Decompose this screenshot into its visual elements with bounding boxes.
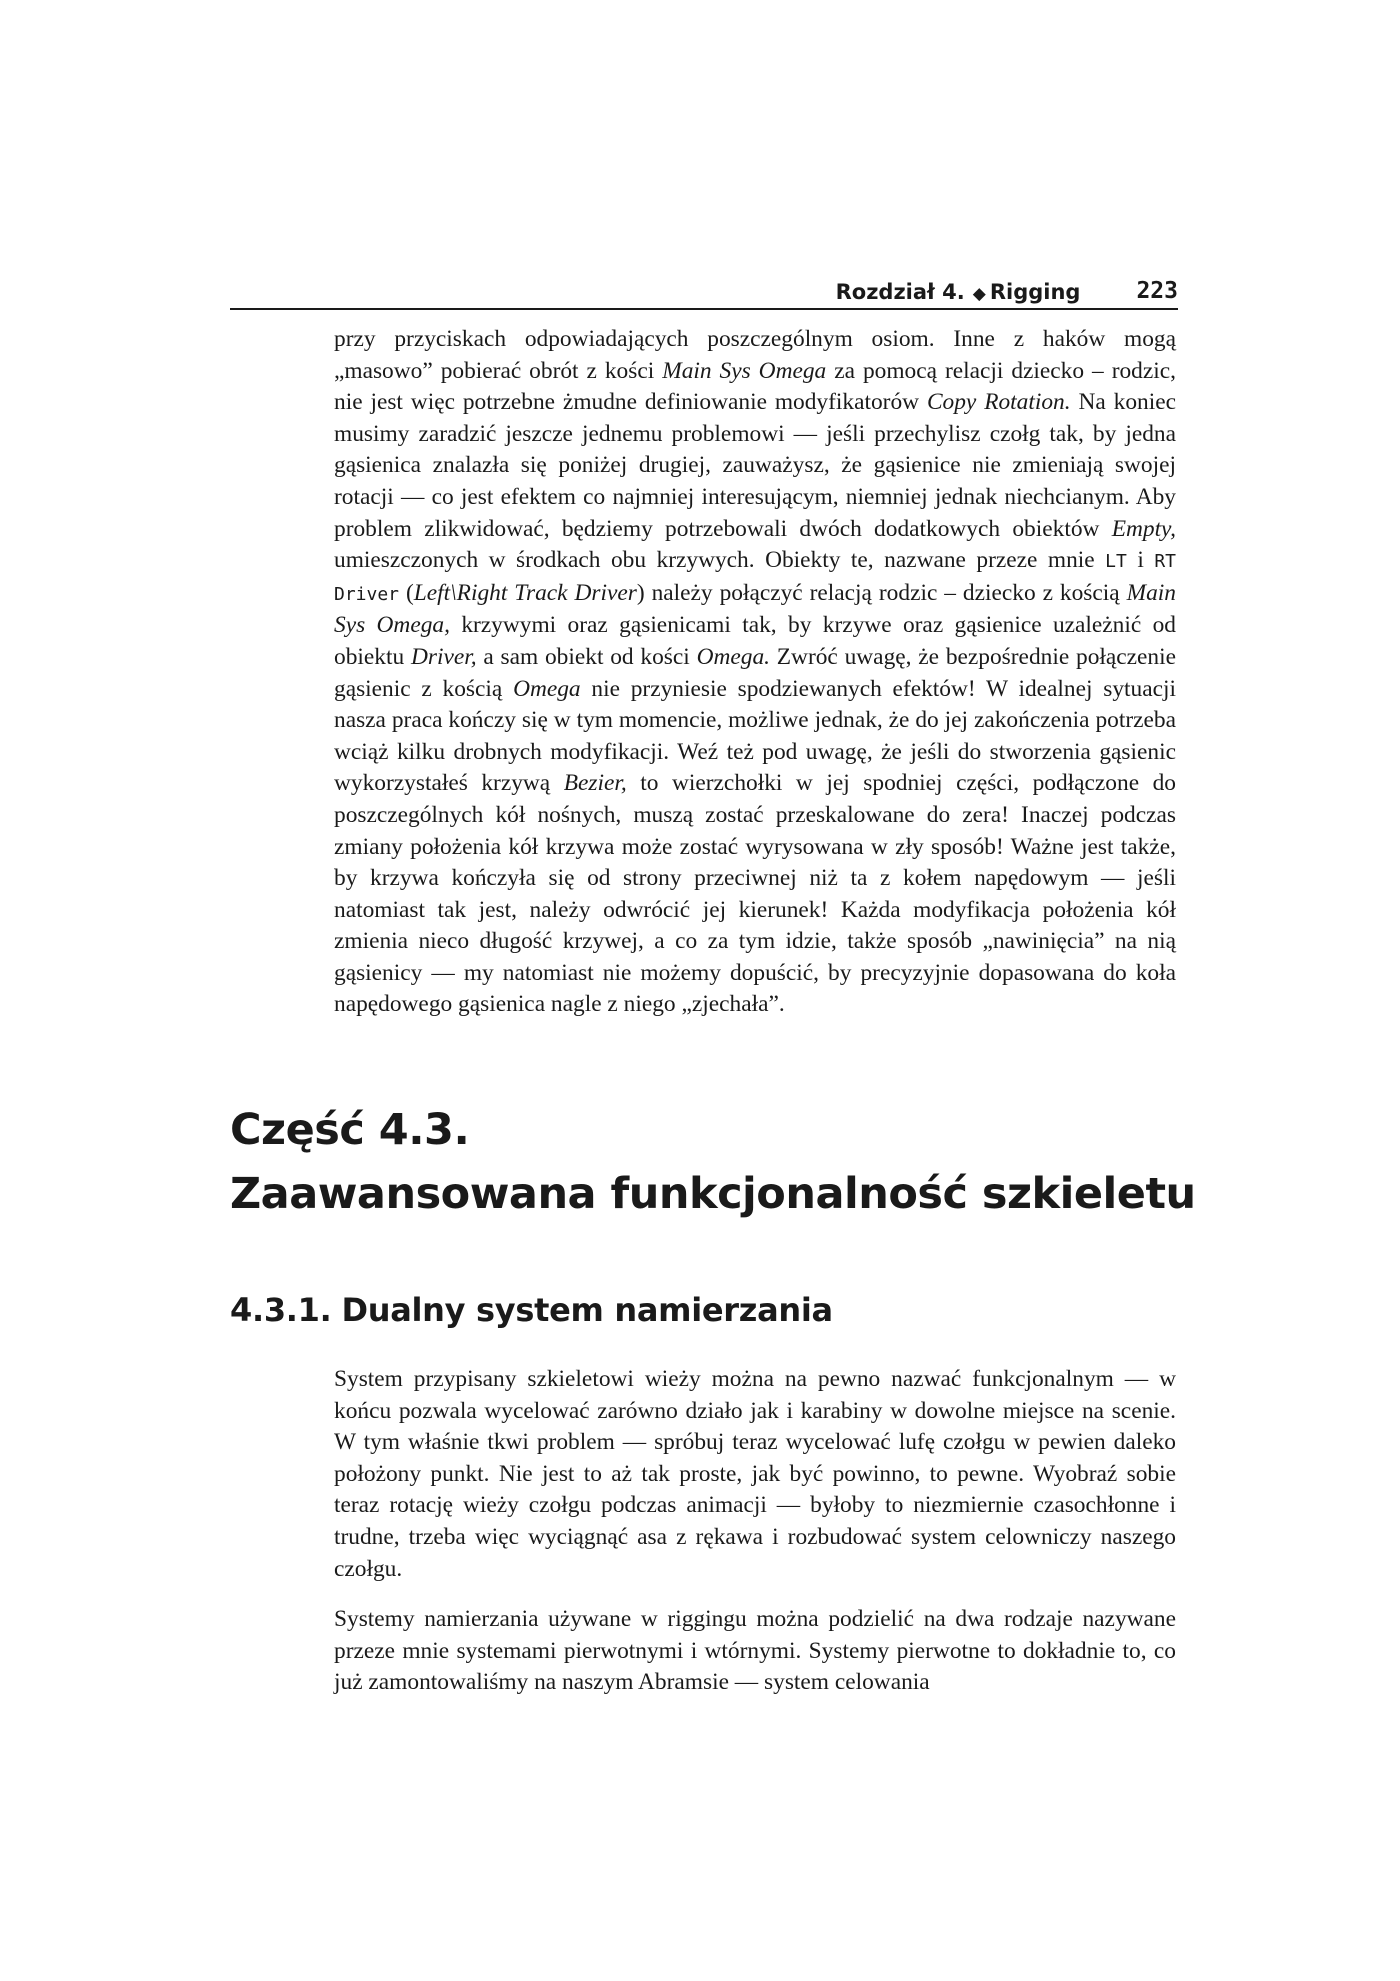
body-paragraph-3: Systemy namierzania używane w riggingu można podzielić na dwa rodzaje nazywane przeze mnie systemami pierwotnymi i wtórnymi. Systemy pierwotne to dokładnie to, co już zamontowaliśmy na naszym Abramsie — system celowania	[334, 1606, 1176, 1696]
text-run: umieszczonych w środkach obu krzywych. Obiekty te, nazwane przeze mnie	[334, 547, 1106, 574]
text-run: to wierzchołki w jej spodniej części, podłączone do poszczególnych kół nośnych, muszą zostać przeskalowane do zera! Inaczej podczas zmiany położenia kół krzywa może zostać wyrysowana w zły sposób! Ważne jest także, by krzywa kończyła się od strony przeciwnej niż ta z kołem napędowym — jeśli natomiast tak jest, należy odwrócić jej kierunek! Każda modyfikacja położenia kół zmienia nieco długość krzywej, a co za tym idzie, także sposób „nawinięcia” na nią gąsienicy — my natomiast nie możemy dopuścić, by precyzyjnie dopasowana do koła napędowego gąsienica nagle z niego „zjechała”.	[334, 770, 1176, 1018]
code-term: LT	[1105, 551, 1127, 573]
part-heading-title: Zaawansowana funkcjonalność szkieletu	[230, 1169, 1196, 1219]
italic-term: Main Sys Omega,	[334, 579, 1176, 639]
section-number: 4.3.1.	[230, 1291, 332, 1329]
text-run: nie przyniesie spodziewanych efektów! W idealnej sytuacji nasza praca kończy się w tym momencie, możliwe jednak, że do jej zakończenia potrzeba wciąż kilku drobnych modyfikacji. Weź też pod uwagę, że jeśli do stworzenia gąsienic wykorzystałeś krzywą	[334, 675, 1176, 797]
italic-term: Main Sys Omega	[662, 357, 827, 384]
part-heading	[230, 1098, 1196, 1226]
italic-term: Omega	[513, 675, 581, 702]
page-number: 223	[1136, 278, 1178, 304]
part-heading-number: Część 4.3.	[230, 1105, 470, 1155]
body-paragraph-2: System przypisany szkieletowi wieży można na pewno nazwać funkcjonalnym — w końcu pozwala wycelować zarówno działo jak i karabiny w dowolne miejsce na scenie. W tym właśnie tkwi problem — spróbuj teraz wycelować lufę czołgu w pewien daleko położony punkt. Nie jest to aż tak proste, jak być powinno, to pewne. Wyobraź sobie teraz rotację wieży czołgu podczas animacji — byłoby to niezmiernie czasochłonne i trudne, trzeba więc wyciągnąć asa z rękawa i rozbudować system celowniczy naszego czołgu.	[334, 1366, 1176, 1582]
text-run: za pomocą relacji dziecko – rodzic, nie jest więc potrzebne żmudne definiowanie modyfikatorów	[334, 357, 1176, 416]
italic-term: Empty,	[1111, 515, 1176, 542]
italic-term: Driver,	[410, 643, 477, 670]
text-run: i	[1126, 547, 1155, 574]
text-run: ) należy połączyć relacją rodzic – dziecko z kością	[636, 579, 1127, 606]
header-chapter: Rozdział 4.	[835, 280, 965, 304]
text-run: a sam obiekt od kości	[476, 643, 697, 670]
diamond-icon: ◆	[972, 284, 986, 304]
running-header	[230, 276, 1178, 310]
code-term: RT Driver	[334, 551, 1176, 605]
italic-term: Left\Right Track Driver	[413, 579, 637, 606]
text-run: Na koniec musimy zaradzić jeszcze jednemu problemowi — jeśli przechylisz czołg tak, by jedna gąsienica znalazła się poniżej drugiej, zauważysz, że gąsienice nie zmieniają swojej rotacji — co jest efektem co najmniej interesującym, niemniej jednak niechcianym. Aby problem zlikwidować, będziemy potrzebowali dwóch dodatkowych obiektów	[334, 389, 1176, 542]
italic-term: Omega.	[696, 643, 770, 670]
italic-term: Bezier,	[563, 770, 627, 797]
body-paragraph-1	[334, 324, 1176, 1021]
section-heading	[230, 1290, 833, 1330]
text-run: Zwróć uwagę, że bezpośrednie połączenie gąsienic z kością	[334, 643, 1176, 702]
section-title: Dualny system namierzania	[341, 1291, 833, 1329]
italic-term: Copy Rotation.	[926, 389, 1071, 416]
header-topic: Rigging	[989, 280, 1081, 304]
text-run: krzywymi oraz gąsienicami tak, by krzywe oraz gąsienice uzależnić od obiektu	[334, 612, 1176, 670]
text-run: przy przyciskach odpowiadających poszczególnym osiom. Inne z haków mogą „masowo” pobierać obrót z kości	[334, 326, 1176, 384]
text-run: (	[399, 579, 414, 606]
